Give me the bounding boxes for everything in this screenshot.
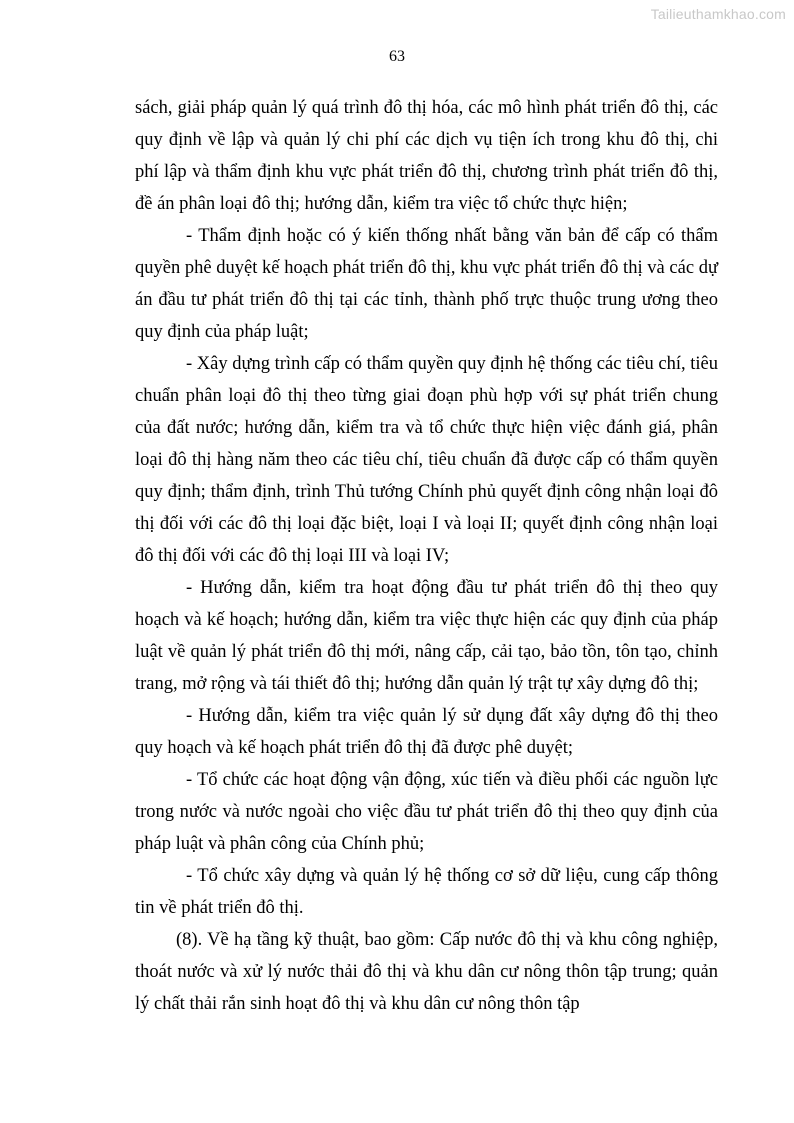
paragraph-classification-criteria: - Xây dựng trình cấp có thẩm quyền quy định hệ thống các tiêu chí, tiêu chuẩn phân loại đô thị theo từng giai đoạn phù hợp với sự phát triển chung của đất nước; hướng dẫn, kiểm tra và tổ chức thực hiện việc đánh giá, phân loại đô thị hàng năm theo các tiêu chí, tiêu chuẩn đã được cấp có thẩm quyền quy định; thẩm định, trình Thủ tướng Chính phủ quyết định công nhận loại đô thị đối với các đô thị loại đặc biệt, loại I và loại II; quyết định công nhận loại đô thị đối với các đô thị loại III và loại IV;	[135, 354, 718, 566]
paragraph-continuation: sách, giải pháp quản lý quá trình đô thị hóa, các mô hình phát triển đô thị, các quy định về lập và quản lý chi phí các dịch vụ tiện ích trong khu đô thị, chi phí lập và thẩm định khu vực phát triển đô thị, chương trình phát triển đô thị, đề án phân loại đô thị; hướng dẫn, kiểm tra việc tổ chức thực hiện;	[135, 98, 718, 214]
paragraph-appraisal: - Thẩm định hoặc có ý kiến thống nhất bằng văn bản để cấp có thẩm quyền phê duyệt kế hoạch phát triển đô thị, khu vực phát triển đô thị và các dự án đầu tư phát triển đô thị tại các tỉnh, thành phố trực thuộc trung ương theo quy định của pháp luật;	[135, 226, 718, 342]
watermark: Tailieuthamkhao.com	[650, 6, 786, 22]
paragraph-resource-mobilization: - Tổ chức các hoạt động vận động, xúc tiến và điều phối các nguồn lực trong nước và nước ngoài cho việc đầu tư phát triển đô thị theo quy định của pháp luật và phân công của Chính phủ;	[135, 770, 718, 854]
body-text	[135, 92, 718, 1020]
page-number: 63	[389, 48, 405, 65]
paragraph-land-use: - Hướng dẫn, kiểm tra việc quản lý sử dụng đất xây dựng đô thị theo quy hoạch và kế hoạch phát triển đô thị đã được phê duyệt;	[135, 706, 718, 758]
paragraph-database: - Tổ chức xây dựng và quản lý hệ thống cơ sở dữ liệu, cung cấp thông tin về phát triển đô thị.	[135, 866, 718, 918]
paragraph-investment-guidance: - Hướng dẫn, kiểm tra hoạt động đầu tư phát triển đô thị theo quy hoạch và kế hoạch; hướng dẫn, kiểm tra việc thực hiện các quy định của pháp luật về quản lý phát triển đô thị mới, nâng cấp, cải tạo, bảo tồn, tôn tạo, chỉnh trang, mở rộng và tái thiết đô thị; hướng dẫn quản lý trật tự xây dựng đô thị;	[135, 578, 718, 694]
paragraph-technical-infrastructure: (8). Về hạ tầng kỹ thuật, bao gồm: Cấp nước đô thị và khu công nghiệp, thoát nước và xử lý nước thải đô thị và khu dân cư nông thôn tập trung; quản lý chất thải rắn sinh hoạt đô thị và khu dân cư nông thôn tập	[135, 930, 718, 1014]
